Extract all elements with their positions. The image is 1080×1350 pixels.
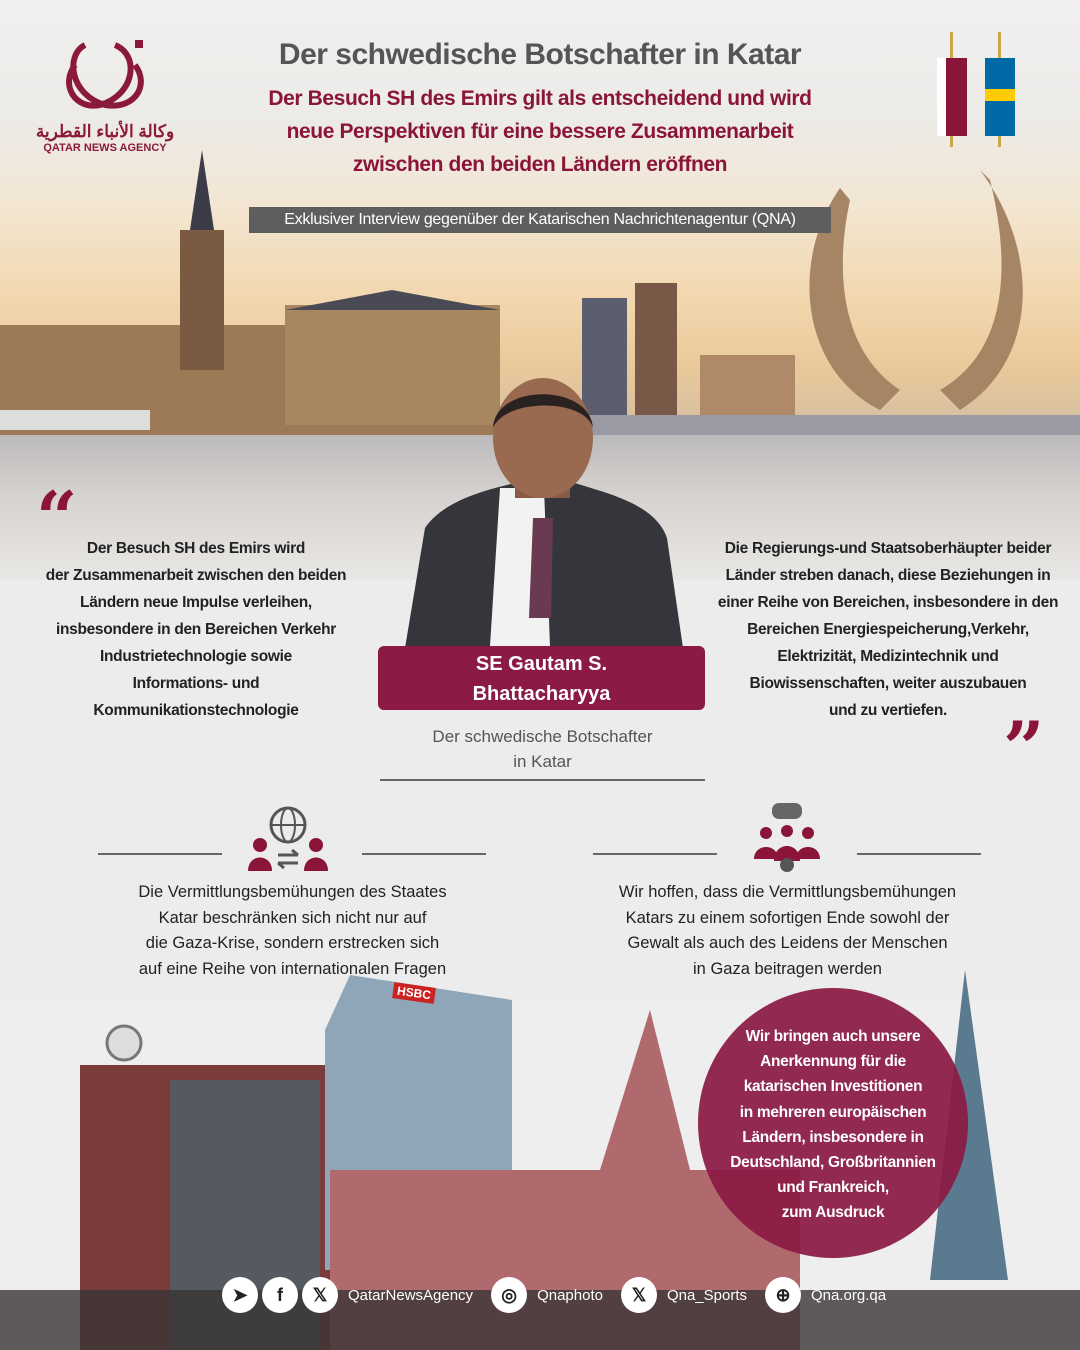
text-line: und zu vertiefen.: [828, 702, 948, 719]
text-line: Biowissenschaften, weiter auszubauen: [749, 675, 1027, 692]
text-line: und Frankreich,: [777, 1179, 889, 1197]
divider: [593, 853, 717, 855]
caption-line: in Katar: [513, 752, 572, 771]
subtitle-line: neue Perspektiven für eine bessere Zusammenarbeit: [286, 120, 794, 143]
instagram-icon[interactable]: ◎: [491, 1277, 527, 1313]
x-icon[interactable]: 𝕏: [302, 1277, 338, 1313]
text-line: Die Regierungs-und Staatsoberhäupter beider: [724, 540, 1052, 557]
text-line: in Gaza beitragen werden: [693, 959, 882, 978]
divider: [380, 779, 705, 781]
name-line: SE Gautam S.: [475, 653, 608, 675]
text-line: in mehreren europäischen: [739, 1103, 927, 1121]
globe-exchange-icon: [246, 805, 330, 873]
divider: [362, 853, 486, 855]
subtitle-line: zwischen den beiden Ländern eröffnen: [352, 153, 728, 176]
text-line: Deutschland, Großbritannien: [730, 1154, 936, 1172]
text-line: einer Reihe von Bereichen, insbesondere in den: [717, 594, 1059, 611]
page-subtitle: [220, 82, 860, 181]
text-line: Bereichen Energiespeicherung,Verkehr,: [747, 621, 1029, 638]
qatar-flag-icon: [937, 58, 967, 136]
qna-logo-mark-icon: [55, 35, 155, 115]
text-line: Ländern, insbesondere in: [742, 1128, 924, 1146]
globe-icon[interactable]: ⊕: [765, 1277, 801, 1313]
ambassador-photo: [405, 378, 683, 648]
text-line: insbesondere in den Bereichen Verkehr: [55, 621, 337, 638]
website-link[interactable]: Qna.org.qa: [811, 1286, 887, 1304]
vw-logo-icon: [107, 1026, 141, 1060]
right-quote-text: [712, 535, 1064, 724]
social-footer: [222, 1276, 900, 1314]
text-line: Länder streben danach, diese Beziehungen in: [725, 567, 1051, 584]
text-line: die Gaza-Krise, sondern erstrecken sich: [145, 934, 440, 952]
text-line: Elektrizität, Medizintechnik und: [777, 648, 999, 665]
handle-qna-sports[interactable]: Qna_Sports: [666, 1286, 747, 1304]
text-line: Anerkennung für die: [760, 1053, 906, 1071]
divider: [98, 853, 222, 855]
subtitle-line: Der Besuch SH des Emirs gilt als entscheidend und wird: [268, 87, 812, 110]
investment-callout: [698, 988, 968, 1258]
text-line: Wir bringen auch unsere: [745, 1028, 921, 1045]
text-line: Industrietechnologie sowie: [99, 648, 292, 665]
text-line: Katar beschränken sich nicht nur auf: [158, 908, 427, 927]
text-line: Gewalt als auch des Leidens der Menschen: [627, 934, 948, 952]
interview-banner: Exklusiver Interview gegenüber der Katarischen Nachrichtenagentur (QNA): [249, 207, 831, 233]
left-quote-text: [20, 535, 372, 724]
text-line: katarischen Investitionen: [743, 1078, 923, 1096]
text-line: zum Ausdruck: [781, 1204, 885, 1222]
x-icon[interactable]: 𝕏: [621, 1277, 657, 1313]
telegram-icon[interactable]: ➤: [222, 1277, 258, 1313]
text-line: der Zusammenarbeit zwischen den beiden: [45, 567, 347, 584]
right-point-text: [580, 880, 995, 982]
open-quote-icon: “: [36, 475, 78, 560]
text-line: Wir hoffen, dass die Vermittlungsbemühungen: [618, 883, 957, 901]
text-line: Die Vermittlungsbemühungen des Staates: [138, 883, 447, 901]
text-line: Katars zu einem sofortigen Ende sowohl der: [625, 908, 950, 927]
ambassador-title: [380, 724, 705, 774]
page-title: Der schwedische Botschafter in Katar: [278, 38, 802, 71]
hsbc-sign: HSBC: [392, 982, 436, 1004]
text-line: Ländern neue Impulse verleihen,: [80, 594, 312, 611]
logo-arabic: وكالة الأنباء القطرية: [35, 122, 175, 141]
caption-line: Der schwedische Botschafter: [432, 727, 653, 746]
name-line: Bhattacharyya: [472, 683, 611, 705]
text-line: auf eine Reihe von internationalen Fragen: [138, 959, 447, 978]
logo-english: QATAR NEWS AGENCY: [43, 142, 167, 154]
sweden-flag-icon: [985, 58, 1015, 136]
close-quote-icon: ”: [1003, 705, 1045, 790]
text-line: Informations- und: [132, 675, 260, 692]
left-point-text: [90, 880, 495, 982]
qna-logo: [35, 35, 175, 154]
text-line: Der Besuch SH des Emirs wird: [86, 540, 306, 557]
facebook-icon[interactable]: f: [262, 1277, 298, 1313]
text-line: Kommunikationstechnologie: [93, 702, 299, 719]
handle-qnaphoto[interactable]: Qnaphoto: [537, 1286, 603, 1304]
handle-qatarnewsagency[interactable]: QatarNewsAgency: [348, 1286, 474, 1304]
ambassador-name: [378, 646, 705, 710]
people-discussion-icon: [752, 803, 822, 873]
divider: [857, 853, 981, 855]
